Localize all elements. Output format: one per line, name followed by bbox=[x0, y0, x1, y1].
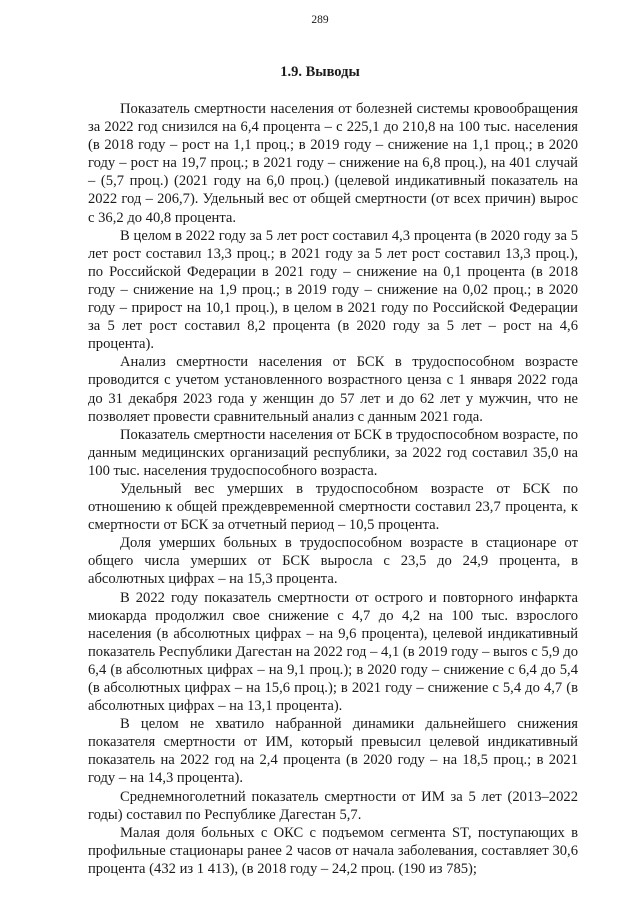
paragraph-working-age-analysis: Анализ смертности населения от БСК в трудоспособном возрасте проводится с учетом установленного возрастного ценза с 1 января 2022 года до 31 декабря 2023 года у женщин до 57 лет и до 62 лет у мужчин, что не позволяет провести сравнительный анализ с данным 2021 года. bbox=[88, 354, 578, 425]
document-body bbox=[88, 100, 578, 878]
paragraph-working-age-rate: Показатель смертности населения от БСК в трудоспособном возрасте, по данным медицинских организаций республики, за 2022 год составил 35,0 на 100 тыс. населения трудоспособного возраста. bbox=[88, 426, 578, 479]
paragraph-myocardial-infarction: В 2022 году показатель смертности от острого и повторного инфаркта миокарда продолжил свое снижение с 4,7 до 4,2 на 100 тыс. взрослого населения (в абсолютных цифрах – на 9,6 процента), целевой индикативный показатель Республики Дагестан на 2022 год – 4,1 (в 2019 году – выros с 5,9 до 6,4 (в абсолютных цифрах – на 9,1 проц.); в 2020 году – снижение с 6,4 до 5,4 (в абсолютных цифрах – на 15,6 проц.); в 2021 году – снижение с 5,4 до 4,7 (в абсолютных цифрах – на 13,1 процента). bbox=[88, 589, 578, 715]
paragraph-specific-weight: Удельный вес умерших в трудоспособном возрасте от БСК по отношению к общей преждевременной смертности составил 23,7 процента, к смертности от БСК за отчетный период – 10,5 процента. bbox=[88, 480, 578, 534]
paragraph-hospital-share: Доля умерших больных в трудоспособном возрасте в стационаре от общего числа умерших от БСК выросла с 23,5 до 24,9 процента, в абсолютных цифрах – на 15,3 процента. bbox=[88, 535, 578, 588]
paragraph-bsk-mortality-rate: Показатель смертности населения от болезней системы кровообращения за 2022 год снизился на 6,4 процента – с 225,1 до 210,8 на 100 тыс. населения (в 2018 году – рост на 1,1 проц.; в 2019 году – снижение на 1,1 проц.; в 2020 году – рост на 19,7 проц.; в 2021 году – снижение на 6,8 проц.), на 401 случай – (5,7 проц.) (2021 году на 6,0 проц.) (целевой индикативный показатель на 2022 год – 206,7). Удельный вес от общей смертности (от всех причин) вырос с 36,2 до 40,8 процента. bbox=[88, 101, 578, 226]
paragraph-oks-st-elevation: Малая доля больных с ОКС с подъемом сегмента ST, поступающих в профильные стационары ранее 2 часов от начала заболевания, составляет 30,6 процента (432 из 1 413), (в 2018 году – 24,2 проц. (190 из 785); bbox=[88, 824, 578, 877]
paragraph-five-year-growth: В целом в 2022 году за 5 лет рост составил 4,3 процента (в 2020 году за 5 лет рост составил 13,3 проц.; в 2021 году за 5 лет рост составил 13,3 проц.), по Российской Федерации в 2021 году – снижение на 0,1 процента (в 2018 году – снижение на 1,9 проц.; в 2019 году – снижение на 0,02 проц.; в 2020 году – прирост на 10,1 проц.), в целом в 2021 году по Российской Федерации за 5 лет рост составил 8,2 процента (в 2020 году за 5 лет – рост на 4,6 процента). bbox=[88, 227, 578, 353]
paragraph-long-term-average: Среднемноголетний показатель смертности от ИМ за 5 лет (2013–2022 годы) составил по Республике Дагестан 5,7. bbox=[88, 788, 578, 823]
section-heading: 1.9. Выводы bbox=[280, 64, 360, 80]
page-number: 289 bbox=[311, 14, 329, 26]
paragraph-target-indicator: В целом не хватило набранной динамики дальнейшего снижения показателя смертности от ИМ, который превысил целевой индикативный показатель на 2022 год на 2,4 процента (в 2020 году – на 18,5 проц.; в 2021 году – на 14,3 процента). bbox=[88, 716, 578, 787]
